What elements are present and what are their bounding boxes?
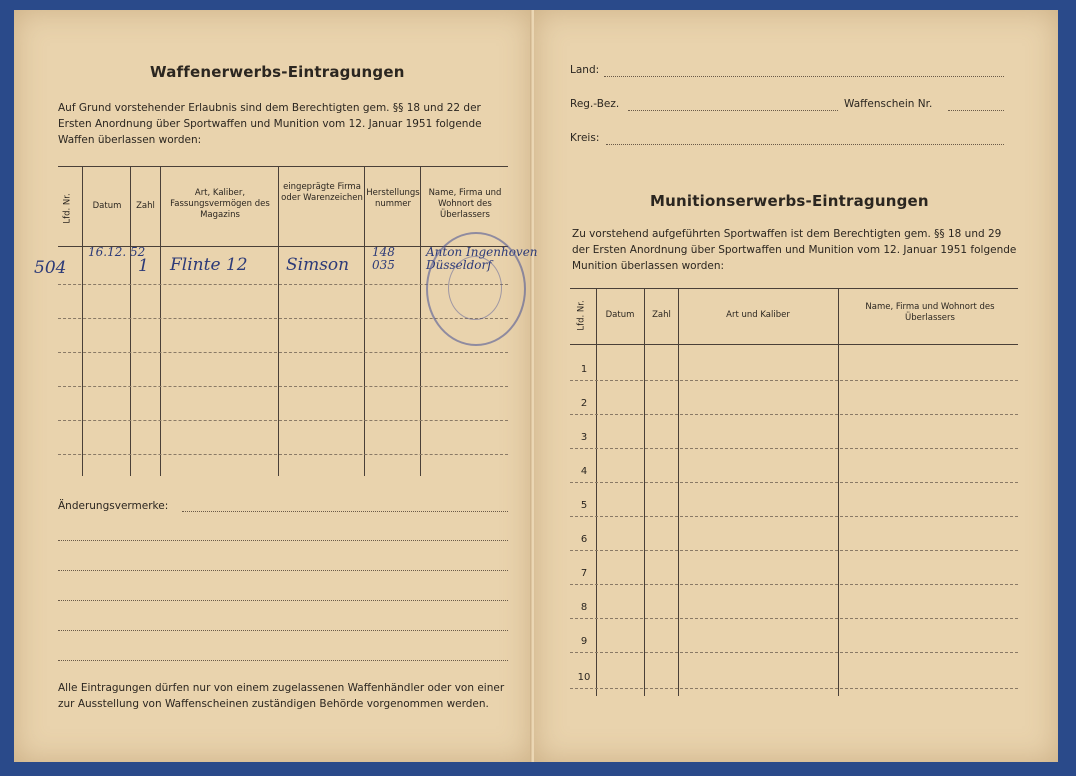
weapons-header-firma: eingeprägte Firma oder Warenzeichen <box>281 182 363 203</box>
land-line <box>604 76 1004 77</box>
weapons-header-zahl: Zahl <box>136 201 155 211</box>
ammo-row-line <box>570 414 1018 415</box>
ammo-intro: Zu vorstehend aufgeführten Sportwaffen ist dem Berechtigten gem. §§ 18 und 29 der Ersten Anordnung über Sportwaffen und Munition vom 12. Januar 1951 folgende Munition überlassen worden: <box>572 228 1017 272</box>
weapons-header-nummer: Herstellungsnummer <box>366 188 420 209</box>
ammo-row-number: 10 <box>577 672 591 683</box>
ammo-row-line <box>570 584 1018 585</box>
ammo-header-zahl: Zahl <box>652 310 671 320</box>
waffenschein-label: Waffenschein Nr. <box>844 98 933 110</box>
changes-line <box>58 570 508 571</box>
ammo-title: Munitionserwerbs-Eintragungen <box>650 192 929 210</box>
ammo-header-datum: Datum <box>605 310 635 320</box>
weapons-row-line <box>58 352 508 353</box>
ammo-table-top <box>570 288 1018 289</box>
weapons-col-divider <box>130 166 131 476</box>
stamp-emblem-icon <box>448 256 502 320</box>
weapons-row-line <box>58 454 508 455</box>
weapons-table-top <box>58 166 508 167</box>
ammo-row-line <box>570 688 1018 689</box>
ammo-row-number: 5 <box>580 500 588 511</box>
kreis-label: Kreis: <box>570 132 600 144</box>
entry-firma: Simson <box>286 255 350 275</box>
ammo-header-ueberlasser: Name, Firma und Wohnort des Überlassers <box>865 302 995 323</box>
waffenschein-line <box>948 110 1004 111</box>
changes-label: Änderungsvermerke: <box>58 500 169 512</box>
ammo-row-line <box>570 516 1018 517</box>
weapons-col-divider <box>364 166 365 476</box>
ammo-row-number: 8 <box>580 602 588 613</box>
weapons-header-lfdnr: Lfd. Nr. <box>62 193 73 224</box>
ammo-row-number: 1 <box>580 364 588 375</box>
ammo-row-number: 2 <box>580 398 588 409</box>
official-stamp <box>426 232 526 346</box>
weapons-intro: Auf Grund vorstehender Erlaubnis sind dem Berechtigten gem. §§ 18 und 22 der Ersten Anordnung über Sportwaffen und Munition vom 12. Januar 1951 folgende Waffen überlassen worden: <box>58 102 482 146</box>
regbez-line <box>628 110 838 111</box>
ammo-row-number: 3 <box>580 432 588 443</box>
ammo-row-number: 9 <box>580 636 588 647</box>
right-page <box>534 10 1058 762</box>
ammo-col-divider <box>678 288 679 696</box>
ammo-row-line <box>570 448 1018 449</box>
weapons-row-line <box>58 420 508 421</box>
weapons-header-art: Art, Kaliber, Fassungsvermögen des Magazins <box>170 188 270 220</box>
weapons-header-datum: Datum <box>92 201 122 211</box>
changes-line <box>182 511 508 512</box>
regbez-label: Reg.-Bez. <box>570 98 620 110</box>
weapons-title: Waffenerwerbs-Eintragungen <box>150 63 405 81</box>
ammo-row-number: 7 <box>580 568 588 579</box>
ammo-table-header-bottom <box>570 344 1018 345</box>
entry-zahl: 1 <box>138 256 149 276</box>
changes-line <box>58 600 508 601</box>
weapons-col-divider <box>82 166 83 476</box>
ammo-row-line <box>570 482 1018 483</box>
ammo-header-lfdnr: Lfd. Nr. <box>576 300 587 331</box>
weapons-col-divider <box>278 166 279 476</box>
ammo-header-art: Art und Kaliber <box>726 310 790 320</box>
ammo-col-divider <box>644 288 645 696</box>
land-label: Land: <box>570 64 600 76</box>
ammo-row-line <box>570 618 1018 619</box>
ammo-row-number: 4 <box>580 466 588 477</box>
weapons-col-divider <box>160 166 161 476</box>
changes-line <box>58 630 508 631</box>
weapons-header-ueberlasser: Name, Firma und Wohnort des Überlassers <box>428 188 502 220</box>
weapons-col-divider <box>420 166 421 476</box>
ammo-col-divider <box>596 288 597 696</box>
changes-line <box>58 660 508 661</box>
ammo-row-line <box>570 380 1018 381</box>
kreis-line <box>606 144 1004 145</box>
ammo-col-divider <box>838 288 839 696</box>
entry-ueberlasser: Anton Ingenhoven Düsseldorf <box>426 245 538 272</box>
ammo-row-number: 6 <box>580 534 588 545</box>
entry-art: Flinte 12 <box>170 255 248 275</box>
margin-number: 504 <box>34 258 67 278</box>
weapons-row-line <box>58 386 508 387</box>
changes-line <box>58 540 508 541</box>
ammo-row-line <box>570 652 1018 653</box>
ammo-row-line <box>570 550 1018 551</box>
entry-datum: 16.12. 52 <box>88 245 146 259</box>
entry-nummer: 148 035 <box>372 245 395 272</box>
footer-note: Alle Eintragungen dürfen nur von einem zugelassenen Waffenhändler oder von einer zur Ausstellung von Waffenscheinen zuständigen Behörde vorgenommen werden. <box>58 682 505 710</box>
